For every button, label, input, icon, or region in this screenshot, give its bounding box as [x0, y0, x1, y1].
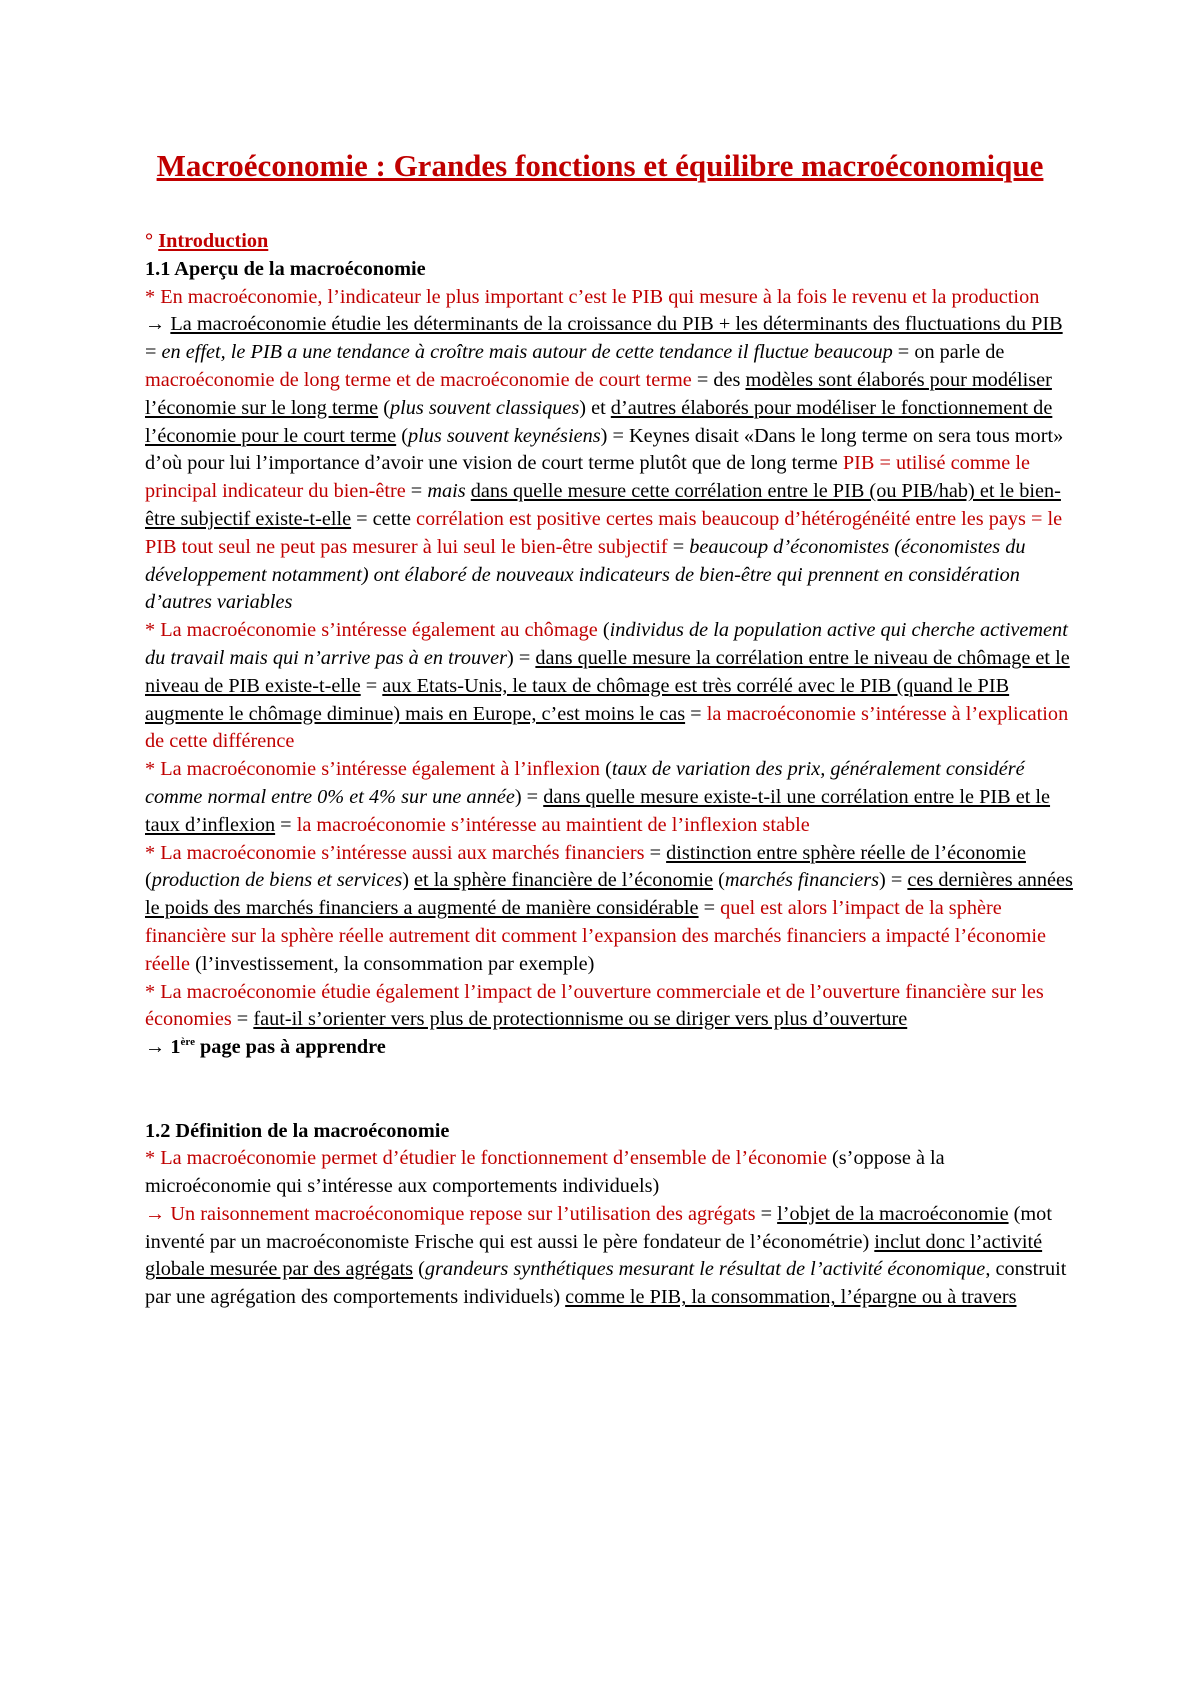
text-span: ( — [600, 758, 612, 781]
paragraph-chomage — [145, 617, 1075, 756]
intro-heading-label: Introduction — [158, 230, 269, 252]
text-span: = des — [691, 368, 746, 391]
text-span: inclut donc l’activité globale mesurée par des agrégats — [145, 1230, 1043, 1281]
text-span: = cette — [351, 507, 417, 530]
text-span: ( — [713, 869, 725, 892]
document-title: Macroéconomie : Grandes fonctions et équilibre macroéconomique — [156, 148, 1044, 183]
text-span: = — [231, 1008, 254, 1031]
section-1-2-heading: 1.2 Définition de la macroéconomie — [145, 1119, 450, 1142]
text-span: Un raisonnement macroéconomique repose sur l’utilisation des agrégats — [170, 1202, 756, 1225]
text-span: = — [685, 702, 707, 725]
text-span: quel est alors l’impact de la sphère financière sur la sphère réelle autrement dit comment l’expansion des marchés financiers a impacté l’économie réelle — [145, 897, 1047, 975]
text-span: * La macroéconomie étudie également l’impact de l’ouverture commerciale et de l’ouverture financière sur les économies — [145, 980, 1044, 1031]
text-span: distinction entre sphère réelle de l’économie — [666, 841, 1026, 864]
section-1-1-heading: 1.1 Aperçu de la macroéconomie — [145, 257, 426, 280]
intro-heading — [145, 228, 1075, 256]
text-span: production de biens et services — [151, 869, 403, 892]
text-span: marchés financiers — [724, 869, 880, 892]
text-span: grandeurs synthétiques mesurant le résultat de l’activité économique — [424, 1258, 986, 1281]
text-span: aux Etats-Unis, le taux de chômage est très corrélé avec le PIB (quand le PIB augmente le chômage diminue) mais en Europe, c’est moins le cas — [145, 674, 1010, 725]
text-span: ( — [378, 396, 390, 419]
text-span: 1 — [170, 1036, 181, 1059]
text-span: ) = Keynes disait «Dans le long terme on sera tous mort» d’où pour lui l’importance d’avoir une vision de court terme plutôt que de long terme — [145, 424, 1064, 475]
document-body — [145, 228, 1075, 1312]
text-span: = — [145, 341, 162, 364]
text-span: ( — [597, 619, 610, 642]
text-span: mais — [427, 480, 466, 503]
arrow-icon: → — [145, 313, 171, 336]
paragraph-inflexion — [145, 756, 1075, 839]
text-span: PIB = utilisé comme le principal indicateur du bien-être — [145, 452, 1031, 503]
text-span: la macroéconomie s’intéresse au maintient de l’inflexion stable — [296, 813, 810, 836]
text-span: = — [667, 535, 690, 558]
text-span: corrélation est positive certes mais beaucoup d’hétérogénéité entre les pays = le PIB tout seul ne peut pas mesurer à lui seul le bien-être subjectif — [145, 507, 1063, 558]
text-span: ) = — [507, 646, 536, 669]
text-span: ) et — [579, 396, 611, 419]
paragraph-definition — [145, 1145, 1075, 1201]
text-span: en effet, le PIB a une tendance à croître mais autour de cette tendance il fluctue beaucoup — [161, 341, 893, 364]
text-span: (l’investissement, la consommation par exemple) — [190, 952, 595, 975]
paragraph-agregats — [145, 1201, 1075, 1312]
text-span: = on parle de — [892, 341, 1005, 364]
arrow-icon: → — [145, 1036, 171, 1059]
arrow-icon: → — [145, 1202, 171, 1225]
text-span: et la sphère financière de l’économie — [414, 869, 714, 892]
text-span: * La macroéconomie s’intéresse également au chômage — [145, 619, 598, 642]
text-span: plus souvent keynésiens — [408, 424, 601, 447]
text-span: = — [360, 674, 383, 697]
text-span: = — [405, 480, 428, 503]
spacer — [145, 1062, 1075, 1118]
text-span: (mot inventé par un macroéconomiste Frische qui est aussi le père fondateur de l’économétrie) — [145, 1202, 1052, 1253]
text-span: dans quelle mesure cette corrélation entre le PIB (ou PIB/hab) et le bien-être subjectif existe-t-elle — [145, 480, 1061, 530]
text-span: ) = — [514, 785, 544, 808]
text-span: l’objet de la macroéconomie — [777, 1202, 1009, 1225]
text-span: = — [644, 841, 667, 864]
text-span: ces dernières années le poids des marchés financiers a augmenté de manière considérable — [145, 869, 1073, 920]
note-not-to-learn — [145, 1034, 1075, 1062]
text-span: * La macroéconomie s’intéresse aussi aux marchés financiers — [145, 841, 645, 864]
text-span: = — [275, 813, 297, 836]
text-span: la macroéconomie s’intéresse à l’explication de cette différence — [145, 702, 1069, 753]
text-span: * La macroéconomie s’intéresse également à l’inflexion — [145, 758, 601, 781]
paragraph-marches-financiers — [145, 840, 1075, 979]
text-span: modèles sont élaborés pour modéliser l’économie sur le long terme — [145, 368, 1052, 419]
text-span: (s’oppose à la microéconomie qui s’intéresse aux comportements individuels) — [145, 1147, 945, 1198]
text-span: plus souvent classiques — [389, 396, 580, 419]
text-span: = — [698, 897, 721, 920]
text-span: dans quelle mesure existe-t-il une corrélation entre le PIB et le taux d’inflexion — [145, 785, 1051, 836]
text-span: beaucoup d’économistes (économistes du développement notamment) ont élaboré de nouveaux indicateurs de bien-être qui prennent en considération d’autres variables — [145, 535, 1026, 614]
text-span: page pas à apprendre — [194, 1036, 386, 1059]
text-span: ( — [413, 1258, 425, 1281]
text-span: ) = — [879, 869, 908, 892]
paragraph-ouverture — [145, 979, 1075, 1035]
text-span: taux de variation des prix, généralement considéré comme normal entre 0% et 4% sur une année — [145, 758, 1025, 808]
text-span: individus de la population active qui cherche activement du travail mais qui n’arrive pas à en trouver — [145, 619, 1068, 669]
text-span: dans quelle mesure la corrélation entre le niveau de chômage et le niveau de PIB existe-t-elle — [145, 646, 1070, 697]
text-span: ) — [402, 869, 415, 892]
text-span: faut-il s’orienter vers plus de protectionnisme ou se diriger vers plus d’ouverture — [253, 1008, 908, 1031]
paragraph-pib-indicator: * En macroéconomie, l’indicateur le plus important c’est le PIB qui mesure à la fois le revenu et la production — [145, 285, 1040, 308]
text-span: ( — [396, 424, 408, 447]
text-span: La macroéconomie étudie les déterminants de la croissance du PIB + les déterminants des fluctuations du PIB — [170, 313, 1063, 336]
superscript: ère — [180, 1036, 195, 1049]
paragraph-growth-fluctuations — [145, 311, 1075, 617]
text-span: = — [755, 1202, 778, 1225]
text-span: macroéconomie de long terme et de macroéconomie de court terme — [145, 368, 692, 391]
text-span: comme le PIB, la consommation, l’épargne ou à travers — [565, 1286, 1017, 1309]
text-span: ( — [145, 869, 152, 892]
text-span: d’autres élaborés pour modéliser le fonctionnement de l’économie pour le court terme — [145, 396, 1053, 447]
text-span: , construit par une agrégation des comportements individuels) — [145, 1258, 1067, 1309]
text-span: * La macroéconomie permet d’étudier le fonctionnement d’ensemble de l’économie — [145, 1147, 827, 1170]
intro-bullet: ° — [145, 230, 154, 252]
